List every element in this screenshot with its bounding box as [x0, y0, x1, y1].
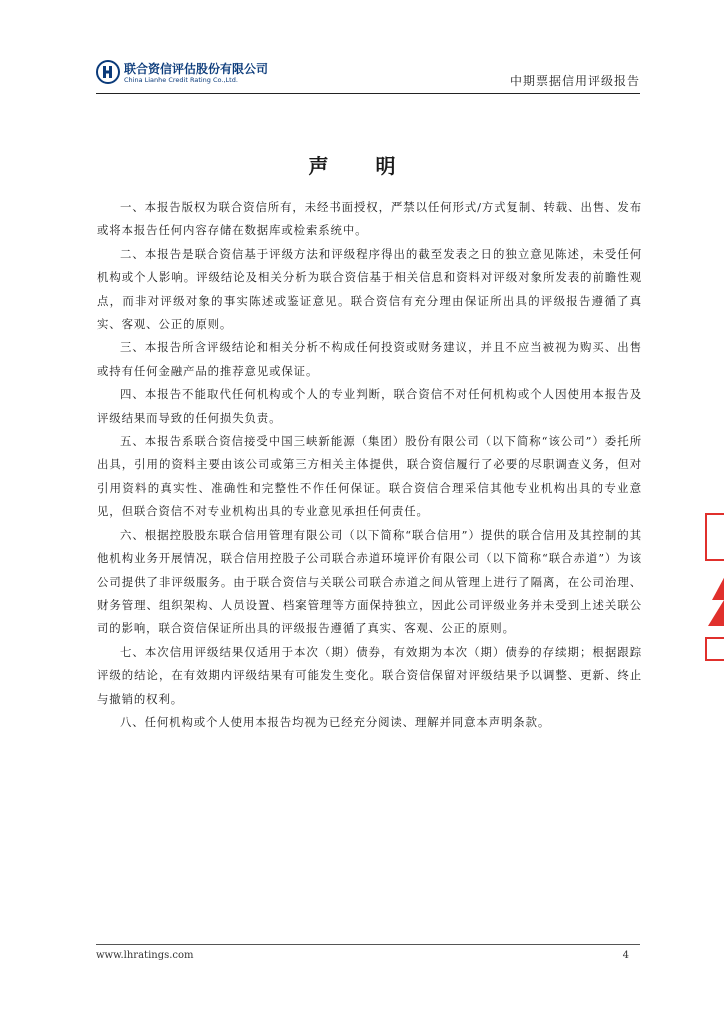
page-title: 声 明 — [308, 154, 416, 178]
statement-paragraph-4: 四、本报告不能取代任何机构或个人的专业判断，联合资信不对任何机构或个人因使用本报告及评级结果而导致的任何损失负责。 — [97, 387, 642, 425]
statement-body — [97, 196, 642, 734]
page-header — [96, 56, 640, 92]
footer-divider — [96, 944, 640, 945]
statement-paragraph-8: 八、任何机构或个人使用本报告均视为已经充分阅读、理解并同意本声明条款。 — [120, 714, 551, 729]
statement-paragraph-3: 三、本报告所含评级结论和相关分析不构成任何投资或财务建议，并且不应当被视为购买、出售或持有任何金融产品的推荐意见或保证。 — [97, 340, 642, 378]
statement-paragraph-2: 二、本报告是联合资信基于评级方法和评级程序得出的截至发表之日的独立意见陈述，未受任何机构或个人影响。评级结论及相关分析为联合资信基于相关信息和资料对评级对象所发表的前瞻性观点，而非对评级对象的事实陈述或鉴证意见。联合资信有充分理由保证所出具的评级报告遵循了真实、客观、公正的原则。 — [97, 246, 642, 332]
statement-paragraph-5: 五、本报告系联合资信接受中国三峡新能源（集团）股份有限公司（以下简称“该公司”）委托所出具，引用的资料主要由该公司或第三方相关主体提供，联合资信履行了必要的尽职调查义务，但对引用资料的真实性、准确性和完整性不作任何保证。联合资信合理采信其他专业机构出具的专业意见，但联合资信不对专业机构出具的专业意见承担任何责任。 — [97, 434, 642, 519]
page-number: 4 — [622, 950, 629, 961]
company-name-cn: 联合资信评估股份有限公司 — [124, 62, 269, 76]
statement-paragraph-1: 一、本报告版权为联合资信所有，未经书面授权，严禁以任何形式/方式复制、转载、出售、发布或将本报告任何内容存储在数据库或检索系统中。 — [97, 200, 642, 238]
footer-website-link[interactable]: www.lhratings.com — [96, 950, 194, 961]
seal-stamp-icon — [704, 508, 724, 668]
company-logo-icon — [96, 60, 120, 84]
report-type: 中期票据信用评级报告 — [509, 74, 640, 88]
header-divider — [96, 93, 640, 94]
statement-paragraph-6: 六、根据控股股东联合信用管理有限公司（以下简称“联合信用”）提供的联合信用及其控制的其他机构业务开展情况，联合信用控股子公司联合赤道环境评价有限公司（以下简称“联合赤道”）为该公司提供了非评级服务。由于联合资信与关联公司联合赤道之间从管理上进行了隔离，在公司治理、财务管理、组织架构、人员设置、档案管理等方面保持独立，因此公司评级业务并未受到上述关联公司的影响，联合资信保证所出具的评级报告遵循了真实、客观、公正的原则。 — [97, 527, 642, 636]
company-name-en: China Lianhe Credit Rating Co.,Ltd. — [124, 76, 238, 84]
statement-paragraph-7: 七、本次信用评级结果仅适用于本次（期）债券，有效期为本次（期）债券的存续期；根据跟踪评级的结论，在有效期内评级结果有可能发生变化。联合资信保留对评级结果予以调整、更新、终止与撤销的权利。 — [97, 644, 642, 706]
